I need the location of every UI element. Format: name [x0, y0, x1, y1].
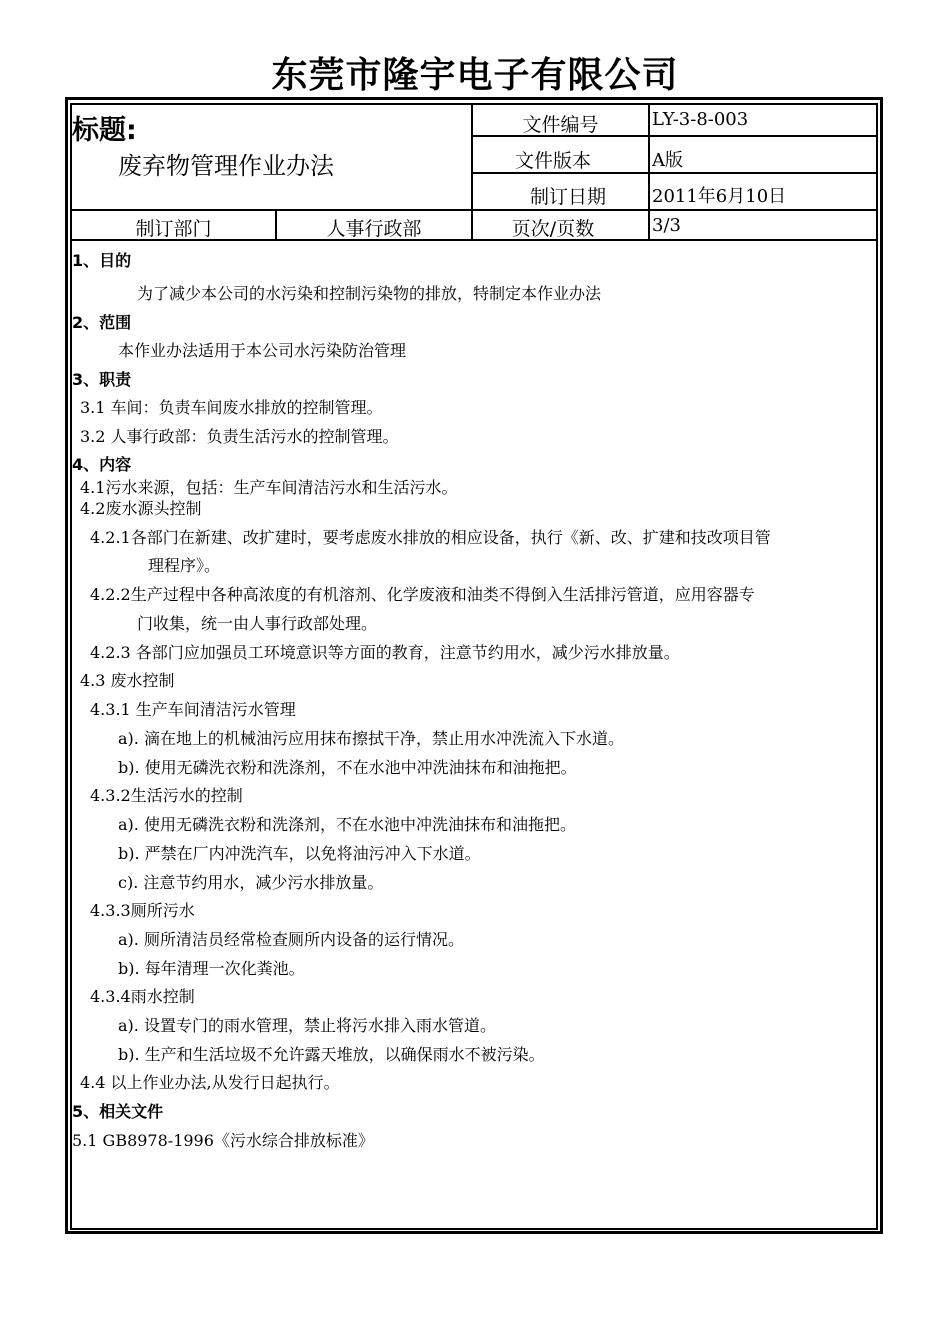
issue-date-value: 2011年6月10日: [652, 186, 787, 207]
paragraph: c). 注意节约用水，减少污水排放量。: [118, 873, 384, 892]
paragraph: b). 每年清理一次化粪池。: [118, 959, 305, 978]
paragraph: b). 生产和生活垃圾不允许露天堆放，以确保雨水不被污染。: [118, 1045, 545, 1064]
paragraph: 3.2 人事行政部：负责生活污水的控制管理。: [80, 427, 399, 446]
paragraph: 5.1 GB8978-1996《污水综合排放标准》: [72, 1131, 374, 1150]
paragraph: 为了减少本公司的水污染和控制污染物的排放，特制定本作业办法: [137, 284, 602, 303]
paragraph: 4.2.2生产过程中各种高浓度的有机溶剂、化学废液和油类不得倒入生活排污管道，应用容器专: [90, 585, 755, 604]
header-divider: [70, 209, 878, 211]
paragraph: b). 使用无磷洗衣粉和洗涤剂，不在水池中冲洗油抹布和油拖把。: [118, 758, 577, 777]
doc-number-label: 文件编号: [522, 114, 599, 136]
paragraph: 4.3.1 生产车间清洁污水管理: [90, 700, 296, 719]
page-count-label: 页次/页数: [511, 218, 595, 240]
document-title: 废弃物管理作业办法: [118, 152, 334, 180]
paragraph: 门收集，统一由人事行政部处理。: [137, 614, 378, 633]
paragraph: a). 设置专门的雨水管理，禁止将污水排入雨水管道。: [118, 1016, 496, 1035]
paragraph: 4.4 以上作业办法,从发行日起执行。: [80, 1073, 340, 1092]
paragraph: 3.1 车间：负责车间废水排放的控制管理。: [80, 398, 383, 417]
header-divider: [648, 103, 650, 240]
department-value: 人事行政部: [326, 218, 422, 240]
company-name: 东莞市隆宇电子有限公司: [271, 55, 679, 96]
paragraph: a). 厕所清洁员经常检查厕所内设备的运行情况。: [118, 930, 464, 949]
paragraph: 本作业办法适用于本公司水污染防治管理: [118, 341, 407, 360]
paragraph: 4.2废水源头控制: [80, 499, 202, 518]
paragraph: 4.1污水来源，包括：生产车间清洁污水和生活污水。: [80, 478, 458, 497]
paragraph: 理程序》。: [148, 556, 221, 575]
doc-version-value: A版: [652, 150, 683, 171]
paragraph: a). 使用无磷洗衣粉和洗涤剂，不在水池中冲洗油抹布和油拖把。: [118, 815, 576, 834]
paragraph: a). 滴在地上的机械油污应用抹布擦拭干净，禁止用水冲洗流入下水道。: [118, 729, 624, 748]
paragraph: 4.2.1各部门在新建、改扩建时，要考虑废水排放的相应设备，执行《新、改、扩建和技改项目管: [90, 528, 771, 547]
section-heading: 5、相关文件: [72, 1102, 164, 1121]
doc-version-label: 文件版本: [514, 150, 591, 172]
department-label: 制订部门: [135, 218, 212, 240]
doc-number-value: LY-3-8-003: [652, 109, 749, 130]
paragraph: 4.3 废水控制: [80, 671, 175, 690]
issue-date-label: 制订日期: [529, 186, 606, 208]
paragraph: 4.3.2生活污水的控制: [90, 786, 243, 805]
section-heading: 2、范围: [72, 313, 132, 332]
paragraph: 4.3.4雨水控制: [90, 987, 195, 1006]
paragraph: b). 严禁在厂内冲洗汽车，以免将油污冲入下水道。: [118, 844, 481, 863]
section-heading: 3、职责: [72, 370, 132, 389]
page-count-value: 3/3: [652, 215, 681, 236]
section-heading: 1、目的: [72, 251, 132, 270]
paragraph: 4.2.3 各部门应加强员工环境意识等方面的教育，注意节约用水，减少污水排放量。: [90, 643, 680, 662]
title-label: 标题:: [72, 115, 137, 146]
paragraph: 4.3.3厕所污水: [90, 901, 195, 920]
section-heading: 4、内容: [72, 455, 132, 474]
